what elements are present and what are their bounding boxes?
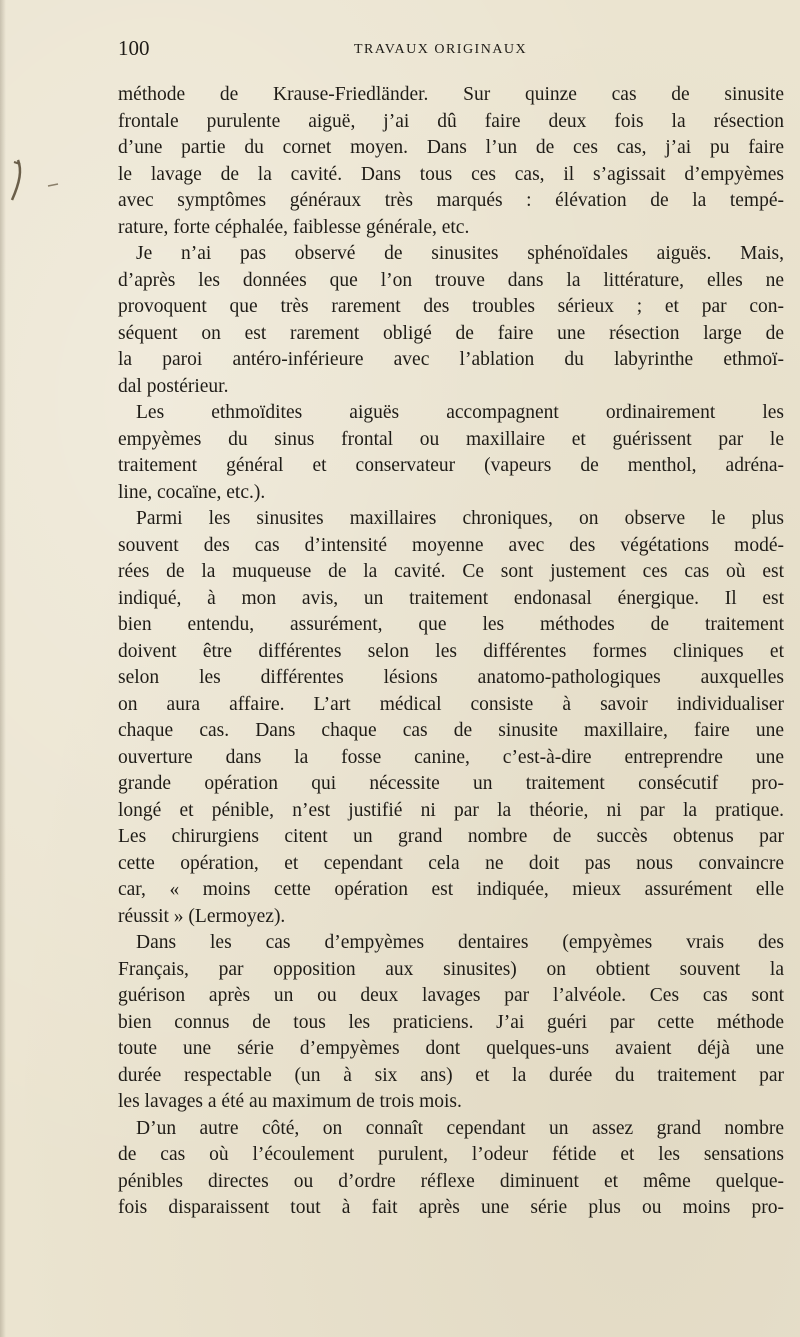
text-line: guérison après un ou deux lavages par l’alvéole. Ces cas sont [118, 985, 784, 1006]
text-line: bien connus de tous les praticiens. J’ai guéri par cette méthode [118, 1011, 784, 1033]
text-line: Français, par opposition aux sinusites) on obtient souvent la [118, 958, 784, 980]
text-line: rature, forte céphalée, faiblesse générale, etc. [118, 216, 470, 238]
text-line: fois disparaissent tout à fait après une série plus ou moins pro- [118, 1197, 784, 1218]
text-line: dal postérieur. [118, 375, 229, 397]
text-line: les lavages a été au maximum de trois mois. [118, 1091, 462, 1112]
text-line: d’après les données que l’on trouve dans la littérature, elles ne [118, 269, 784, 291]
text-line: d’une partie du cornet moyen. Dans l’un de ces cas, j’ai pu faire [118, 137, 784, 158]
text-line: ouverture dans la fosse canine, c’est-à-dire entreprendre une [118, 746, 784, 768]
text-line: D’un autre côté, on connaît cependant un assez grand nombre [136, 1117, 784, 1139]
text-line: avec symptômes généraux très marqués : élévation de la tempé- [118, 190, 784, 211]
text-line: selon les différentes lésions anatomo-pathologiques auxquelles [118, 667, 784, 688]
text-line: méthode de Krause-Friedländer. Sur quinze cas de sinusite [118, 84, 784, 105]
text-line: Je n’ai pas observé de sinusites sphénoïdales aiguës. Mais, [136, 243, 784, 264]
text-line: de cas où l’écoulement purulent, l’odeur fétide et les sensations [118, 1144, 784, 1165]
text-line: rées de la muqueuse de la cavité. Ce sont justement ces cas où est [118, 561, 784, 582]
page-number: 100 [118, 36, 150, 60]
text-line: la paroi antéro-inférieure avec l’ablation du labyrinthe ethmoï- [118, 349, 784, 370]
text-line: Dans les cas d’empyèmes dentaires (empyèmes vrais des [136, 932, 784, 953]
text-line: Les ethmoïdites aiguës accompagnent ordinairement les [136, 402, 784, 423]
text-line: frontale purulente aiguë, j’ai dû faire deux fois la résection [118, 110, 784, 132]
text-line: durée respectable (un à six ans) et la durée du traitement par [118, 1064, 784, 1086]
text-line: traitement général et conservateur (vapeurs de menthol, adréna- [118, 455, 784, 476]
text-line: longé et pénible, n’est justifié ni par la théorie, ni par la pratique. [118, 799, 784, 821]
text-line: car, « moins cette opération est indiquée, mieux assurément elle [118, 879, 784, 900]
text-line: Parmi les sinusites maxillaires chroniques, on observe le plus [136, 508, 784, 529]
text-line: line, cocaïne, etc.). [118, 481, 266, 503]
text-line: provoquent que très rarement des troubles sérieux ; et par con- [118, 296, 784, 317]
text-line: doivent être différentes selon les différentes formes cliniques et [118, 640, 784, 662]
text-line: grande opération qui nécessite un traitement consécutif pro- [118, 773, 784, 794]
running-title: TRAVAUX ORIGINAUX [354, 42, 528, 57]
text-line: cette opération, et cependant cela ne doit pas nous convaincre [118, 852, 784, 874]
body-text [118, 82, 784, 1222]
text-line: indiqué, à mon avis, un traitement endonasal énergique. Il est [118, 587, 784, 609]
text-line: Les chirurgiens citent un grand nombre de succès obtenus par [118, 826, 784, 847]
margin-annotation-mark [4, 140, 64, 210]
text-line: le lavage de la cavité. Dans tous ces cas, il s’agissait d’empyèmes [118, 163, 784, 185]
page-header [118, 36, 782, 64]
text-line: séquent on est rarement obligé de faire une résection large de [118, 322, 784, 344]
text-line: pénibles directes ou d’ordre réflexe diminuent et même quelque- [118, 1170, 784, 1192]
text-line: réussit » (Lermoyez). [118, 905, 286, 927]
text-line: chaque cas. Dans chaque cas de sinusite maxillaire, faire une [118, 720, 784, 741]
text-line: souvent des cas d’intensité moyenne avec des végétations modé- [118, 534, 784, 556]
text-line: toute une série d’empyèmes dont quelques-uns avaient déjà une [118, 1038, 784, 1059]
text-line: empyèmes du sinus frontal ou maxillaire et guérissent par le [118, 428, 784, 450]
text-line: bien entendu, assurément, que les méthodes de traitement [118, 614, 784, 635]
text-line: on aura affaire. L’art médical consiste à savoir individualiser [118, 693, 784, 715]
